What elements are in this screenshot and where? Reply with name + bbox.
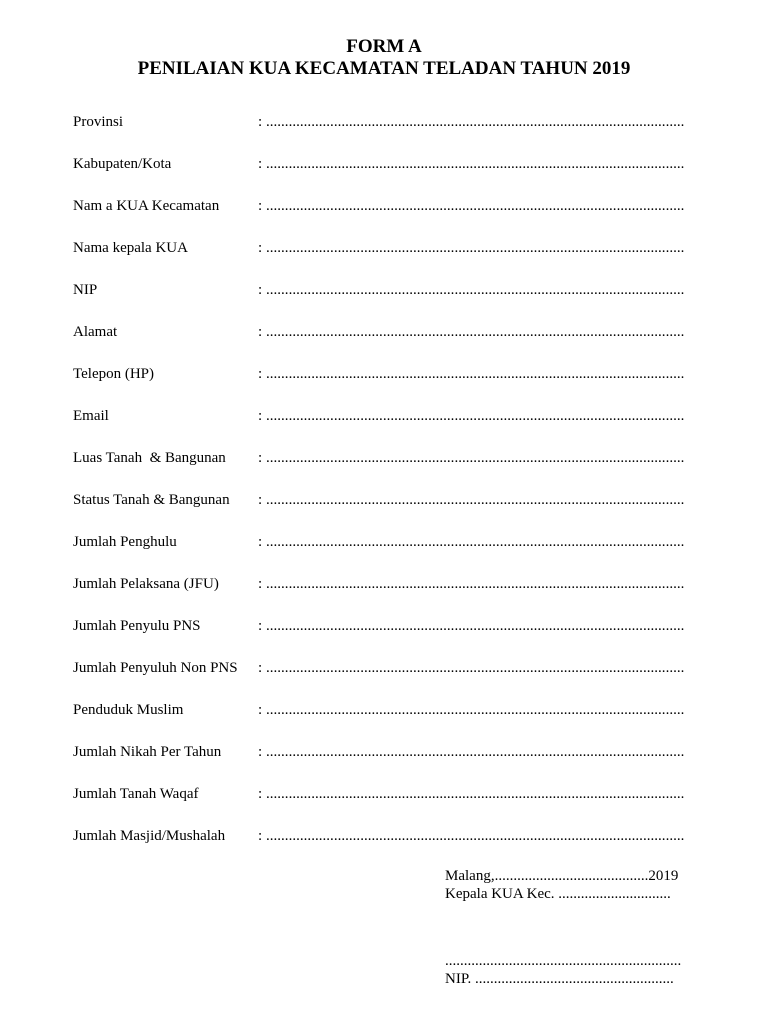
field-label: Kabupaten/Kota: [73, 156, 172, 172]
field-label: Status Tanah & Bangunan: [73, 492, 230, 508]
field-blank[interactable]: : ...............................................................................................................: [258, 198, 685, 214]
field-blank[interactable]: : ...............................................................................................................: [258, 492, 685, 508]
field-blank[interactable]: : ...............................................................................................................: [258, 324, 685, 340]
field-email: [0, 405, 768, 427]
field-jumlah-penyuluh-non-pns: [0, 657, 768, 679]
field-label: Jumlah Pelaksana (JFU): [73, 576, 219, 592]
field-label: Luas Tanah & Bangunan: [73, 450, 226, 466]
field-label: NIP: [73, 282, 98, 298]
field-blank[interactable]: : ...............................................................................................................: [258, 534, 685, 550]
field-jumlah-masjid-mushalah: [0, 825, 768, 847]
field-nama-kua-kecamatan: [0, 195, 768, 217]
signature-nip-line[interactable]: NIP. .....................................................: [445, 971, 674, 987]
field-jumlah-penyulu-pns: [0, 615, 768, 637]
field-alamat: [0, 321, 768, 343]
field-label: Telepon (HP): [73, 366, 155, 382]
field-status-tanah-bangunan: [0, 489, 768, 511]
field-nama-kepala-kua: [0, 237, 768, 259]
field-label: Jumlah Nikah Per Tahun: [73, 744, 222, 760]
form-subtitle: PENILAIAN KUA KECAMATAN TELADAN TAHUN 2019: [137, 58, 631, 79]
field-jumlah-tanah-waqaf: [0, 783, 768, 805]
field-blank[interactable]: : ...............................................................................................................: [258, 408, 685, 424]
field-label: Jumlah Tanah Waqaf: [73, 786, 199, 802]
field-kabupaten-kota: [0, 153, 768, 175]
field-telepon: [0, 363, 768, 385]
field-blank[interactable]: : ...............................................................................................................: [258, 576, 685, 592]
field-blank[interactable]: : ...............................................................................................................: [258, 618, 685, 634]
field-label: Jumlah Penghulu: [73, 534, 177, 550]
field-label: Alamat: [73, 324, 118, 340]
field-label: Jumlah Masjid/Mushalah: [73, 828, 226, 844]
field-label: Penduduk Muslim: [73, 702, 184, 718]
field-blank[interactable]: : ...............................................................................................................: [258, 156, 685, 172]
field-label: Jumlah Penyuluh Non PNS: [73, 660, 238, 676]
signature-place-date[interactable]: Malang,.........................................2019: [445, 868, 679, 884]
field-jumlah-pelaksana: [0, 573, 768, 595]
field-blank[interactable]: : ...............................................................................................................: [258, 240, 685, 256]
field-blank[interactable]: : ...............................................................................................................: [258, 744, 685, 760]
field-blank[interactable]: : ...............................................................................................................: [258, 660, 685, 676]
field-provinsi: [0, 111, 768, 133]
field-label: Nam a KUA Kecamatan: [73, 198, 220, 214]
field-blank[interactable]: : ...............................................................................................................: [258, 828, 685, 844]
field-jumlah-penghulu: [0, 531, 768, 553]
field-blank[interactable]: : ...............................................................................................................: [258, 450, 685, 466]
field-jumlah-nikah-per-tahun: [0, 741, 768, 763]
field-blank[interactable]: : ...............................................................................................................: [258, 366, 685, 382]
signature-name-line[interactable]: ...............................................................: [445, 953, 682, 969]
field-label: Jumlah Penyulu PNS: [73, 618, 201, 634]
field-label: Provinsi: [73, 114, 124, 130]
field-blank[interactable]: : ...............................................................................................................: [258, 282, 685, 298]
field-blank[interactable]: : ...............................................................................................................: [258, 114, 685, 130]
field-luas-tanah-bangunan: [0, 447, 768, 469]
field-nip: [0, 279, 768, 301]
signature-position[interactable]: Kepala KUA Kec. ..............................: [445, 886, 671, 902]
field-blank[interactable]: : ...............................................................................................................: [258, 702, 685, 718]
field-label: Nama kepala KUA: [73, 240, 188, 256]
field-label: Email: [73, 408, 109, 424]
field-penduduk-muslim: [0, 699, 768, 721]
field-blank[interactable]: : ...............................................................................................................: [258, 786, 685, 802]
form-title: FORM A: [346, 36, 422, 57]
